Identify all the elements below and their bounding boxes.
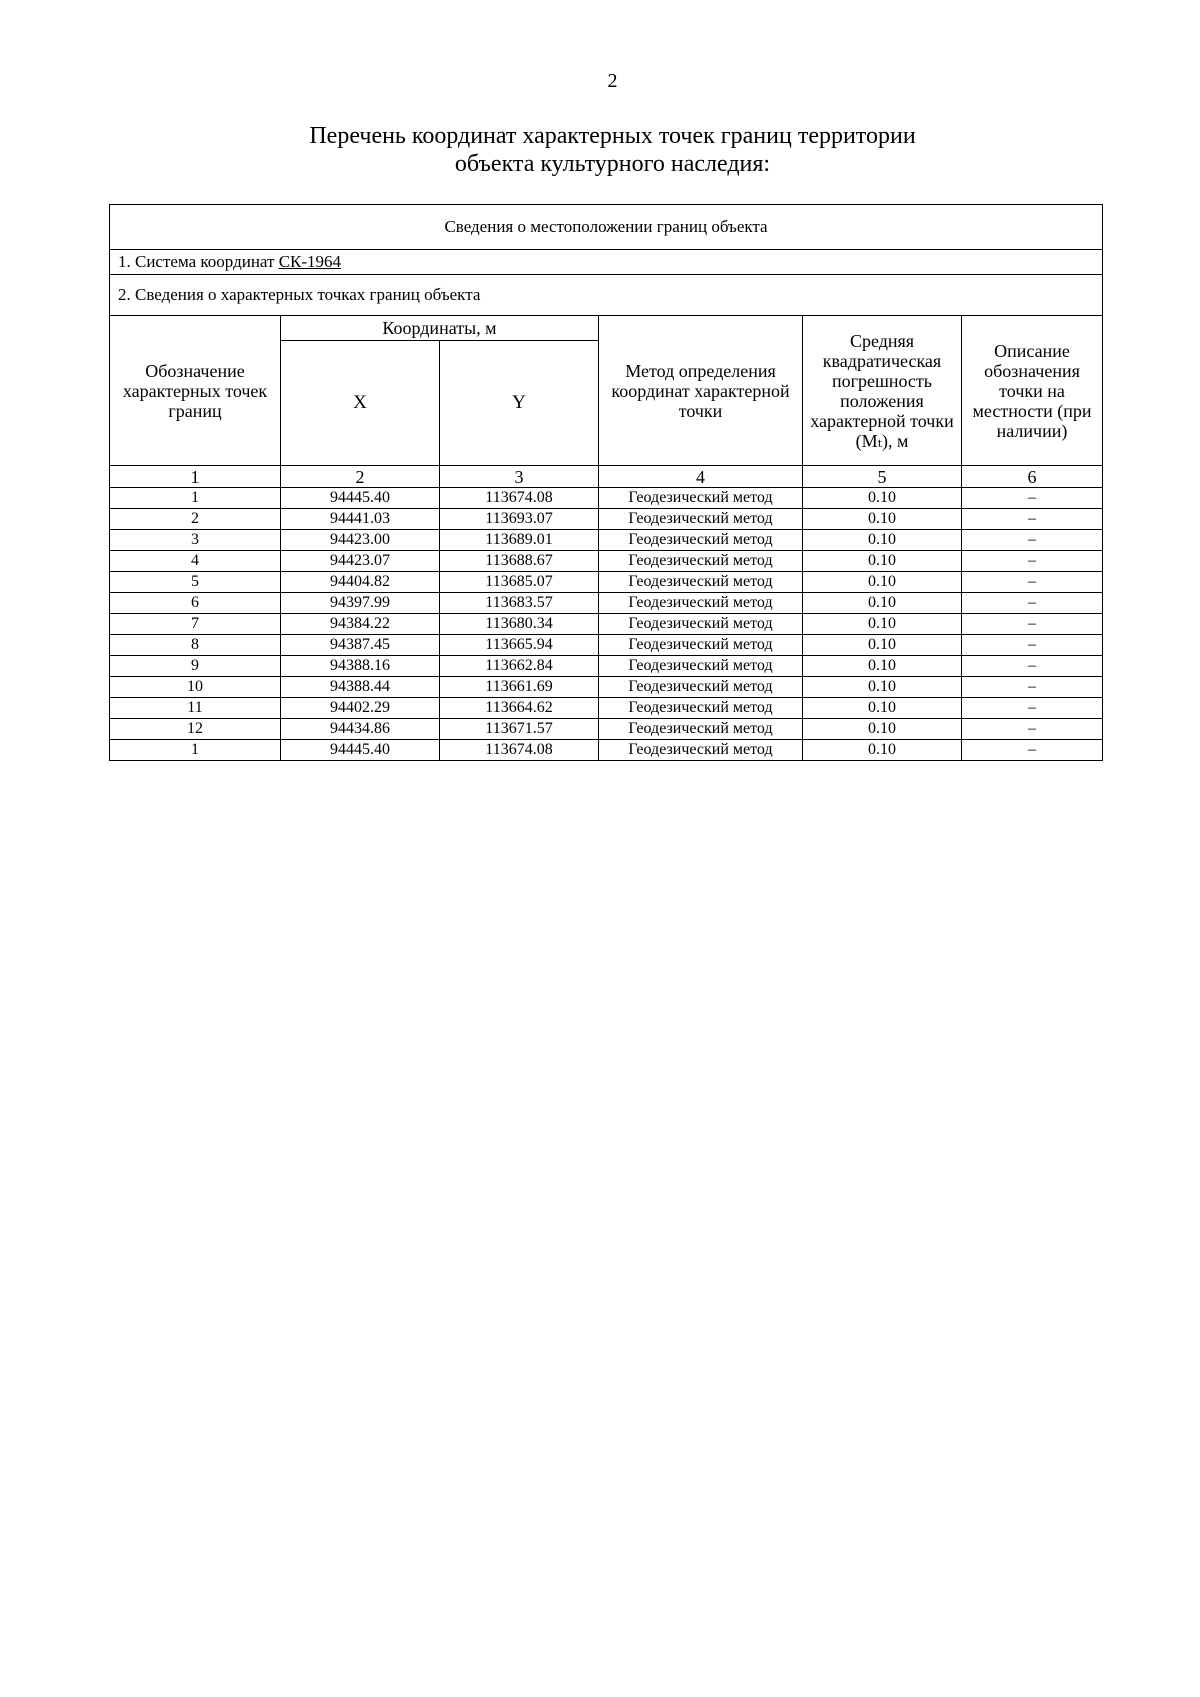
cell-y: 113674.08	[440, 488, 599, 509]
header-x: X	[281, 341, 440, 466]
cell-method: Геодезический метод	[599, 509, 803, 530]
cell-y: 113689.01	[440, 530, 599, 551]
cell-description: –	[962, 719, 1103, 740]
cell-y: 113688.67	[440, 551, 599, 572]
cell-point: 6	[110, 593, 281, 614]
cell-point: 7	[110, 614, 281, 635]
cell-description: –	[962, 614, 1103, 635]
table-row	[110, 635, 1103, 656]
cell-point: 11	[110, 698, 281, 719]
column-number: 2	[281, 466, 440, 488]
document-title-line-1: Перечень координат характерных точек границ территории	[309, 123, 916, 149]
column-number: 1	[110, 466, 281, 488]
cell-y: 113665.94	[440, 635, 599, 656]
cell-error: 0.10	[803, 698, 962, 719]
cell-y: 113683.57	[440, 593, 599, 614]
cell-y: 113671.57	[440, 719, 599, 740]
header-error: Средняя квадратическая погрешность положения характерной точки (Mₜ), м	[803, 316, 962, 466]
coordinate-system-value: СК-1964	[278, 252, 342, 271]
cell-x: 94397.99	[281, 593, 440, 614]
cell-x: 94388.16	[281, 656, 440, 677]
table-row	[110, 572, 1103, 593]
cell-method: Геодезический метод	[599, 698, 803, 719]
cell-description: –	[962, 740, 1103, 761]
page-number: 2	[607, 70, 618, 92]
cell-error: 0.10	[803, 635, 962, 656]
cell-error: 0.10	[803, 656, 962, 677]
table-row	[110, 488, 1103, 509]
cell-point: 4	[110, 551, 281, 572]
cell-point: 2	[110, 509, 281, 530]
table-row	[110, 698, 1103, 719]
cell-point: 1	[110, 488, 281, 509]
table-row	[110, 593, 1103, 614]
header-coordinates: Координаты, м	[281, 316, 599, 341]
cell-description: –	[962, 677, 1103, 698]
cell-x: 94423.07	[281, 551, 440, 572]
cell-x: 94402.29	[281, 698, 440, 719]
points-info-title: 2. Сведения о характерных точках границ объекта	[110, 275, 1103, 316]
table-row	[110, 614, 1103, 635]
table-row	[110, 656, 1103, 677]
header-designation: Обозначение характерных точек границ	[110, 316, 281, 466]
cell-x: 94441.03	[281, 509, 440, 530]
column-number: 6	[962, 466, 1103, 488]
cell-error: 0.10	[803, 677, 962, 698]
column-numbers-row	[110, 466, 1103, 488]
table-row	[110, 551, 1103, 572]
cell-point: 5	[110, 572, 281, 593]
cell-point: 10	[110, 677, 281, 698]
cell-y: 113661.69	[440, 677, 599, 698]
cell-point: 3	[110, 530, 281, 551]
cell-description: –	[962, 530, 1103, 551]
cell-method: Геодезический метод	[599, 719, 803, 740]
cell-error: 0.10	[803, 530, 962, 551]
table-row	[110, 509, 1103, 530]
cell-y: 113662.84	[440, 656, 599, 677]
document-title-line-2: объекта культурного наследия:	[454, 151, 771, 177]
cell-x: 94387.45	[281, 635, 440, 656]
document-title	[0, 122, 1200, 178]
cell-description: –	[962, 593, 1103, 614]
column-number: 4	[599, 466, 803, 488]
cell-method: Геодезический метод	[599, 488, 803, 509]
cell-y: 113664.62	[440, 698, 599, 719]
cell-x: 94445.40	[281, 488, 440, 509]
cell-method: Геодезический метод	[599, 740, 803, 761]
cell-point: 12	[110, 719, 281, 740]
cell-method: Геодезический метод	[599, 614, 803, 635]
table-row	[110, 677, 1103, 698]
coordinate-system-label: 1. Система координат	[118, 252, 279, 271]
cell-point: 1	[110, 740, 281, 761]
cell-x: 94384.22	[281, 614, 440, 635]
table-row	[110, 740, 1103, 761]
cell-method: Геодезический метод	[599, 635, 803, 656]
cell-method: Геодезический метод	[599, 593, 803, 614]
cell-description: –	[962, 698, 1103, 719]
cell-x: 94423.00	[281, 530, 440, 551]
cell-error: 0.10	[803, 740, 962, 761]
cell-description: –	[962, 551, 1103, 572]
column-number: 5	[803, 466, 962, 488]
coordinate-system-row	[110, 250, 1103, 275]
cell-error: 0.10	[803, 551, 962, 572]
table-row	[110, 719, 1103, 740]
cell-description: –	[962, 572, 1103, 593]
cell-error: 0.10	[803, 509, 962, 530]
header-y: Y	[440, 341, 599, 466]
cell-y: 113680.34	[440, 614, 599, 635]
cell-error: 0.10	[803, 488, 962, 509]
cell-y: 113674.08	[440, 740, 599, 761]
cell-x: 94388.44	[281, 677, 440, 698]
cell-method: Геодезический метод	[599, 677, 803, 698]
column-number: 3	[440, 466, 599, 488]
cell-description: –	[962, 509, 1103, 530]
cell-method: Геодезический метод	[599, 656, 803, 677]
cell-method: Геодезический метод	[599, 551, 803, 572]
cell-description: –	[962, 488, 1103, 509]
coordinates-table	[109, 204, 1103, 761]
cell-method: Геодезический метод	[599, 572, 803, 593]
cell-x: 94404.82	[281, 572, 440, 593]
header-description: Описание обозначения точки на местности (при наличии)	[962, 316, 1103, 466]
cell-x: 94445.40	[281, 740, 440, 761]
cell-point: 9	[110, 656, 281, 677]
cell-error: 0.10	[803, 719, 962, 740]
cell-error: 0.10	[803, 614, 962, 635]
cell-y: 113693.07	[440, 509, 599, 530]
cell-method: Геодезический метод	[599, 530, 803, 551]
table-row	[110, 530, 1103, 551]
cell-error: 0.10	[803, 572, 962, 593]
cell-description: –	[962, 656, 1103, 677]
header-method: Метод определения координат характерной точки	[599, 316, 803, 466]
cell-description: –	[962, 635, 1103, 656]
section-title: Сведения о местоположении границ объекта	[110, 205, 1103, 250]
cell-x: 94434.86	[281, 719, 440, 740]
cell-error: 0.10	[803, 593, 962, 614]
cell-point: 8	[110, 635, 281, 656]
cell-y: 113685.07	[440, 572, 599, 593]
